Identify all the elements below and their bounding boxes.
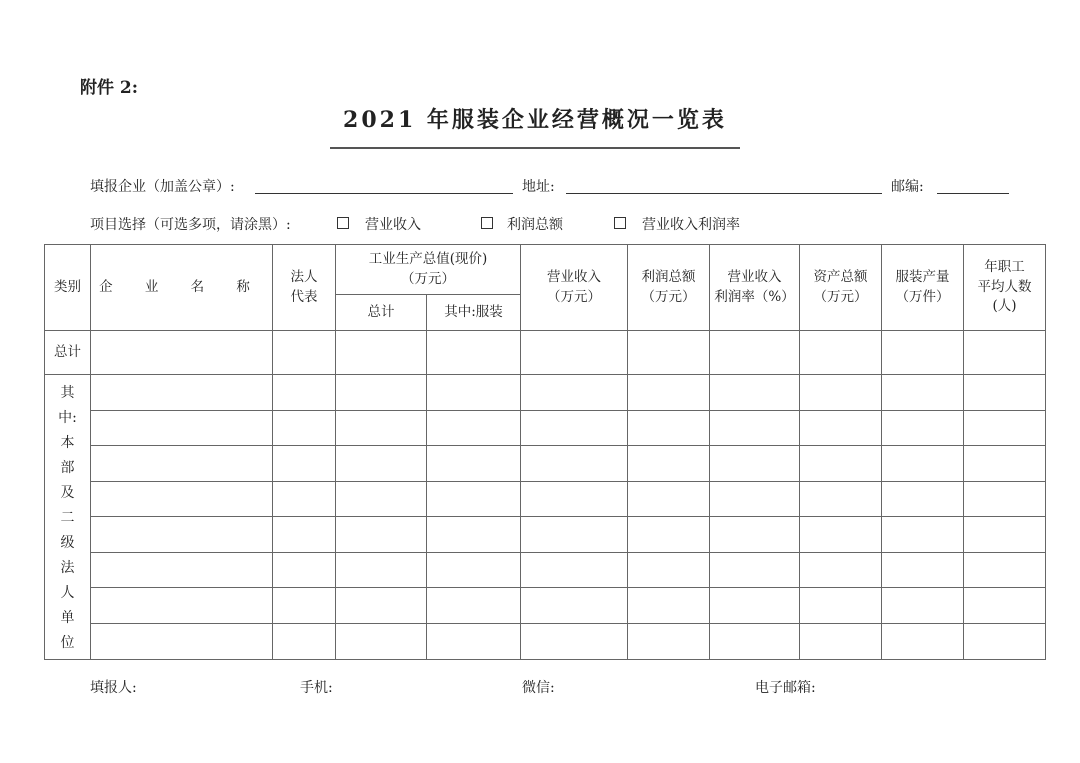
table-cell[interactable]: [336, 375, 427, 411]
header-margin: 营业收入 利润率（%）: [710, 245, 800, 331]
table-cell[interactable]: [964, 624, 1046, 660]
address-label: 地址:: [522, 179, 555, 195]
table-cell[interactable]: [964, 375, 1046, 411]
table-cell[interactable]: [521, 446, 628, 482]
table-cell[interactable]: [800, 411, 882, 446]
table-cell[interactable]: [800, 624, 882, 660]
table-row: [45, 517, 1046, 553]
table-cell[interactable]: [91, 624, 273, 660]
table-cell[interactable]: [800, 446, 882, 482]
table-cell[interactable]: [521, 517, 628, 553]
table-cell[interactable]: [91, 446, 273, 482]
table-cell[interactable]: [628, 331, 710, 375]
table-cell[interactable]: [710, 553, 800, 588]
table-cell[interactable]: [800, 553, 882, 588]
table-cell[interactable]: [710, 517, 800, 553]
table-cell[interactable]: [273, 375, 336, 411]
header-revenue: 营业收入 （万元）: [521, 245, 628, 331]
company-label: 填报企业（加盖公章）:: [90, 179, 235, 195]
table-cell[interactable]: [800, 331, 882, 375]
table-row: [45, 553, 1046, 588]
table-cell[interactable]: [91, 588, 273, 624]
attachment-label: 附件 2:: [80, 78, 139, 98]
company-field[interactable]: [255, 193, 513, 194]
table-cell[interactable]: [91, 375, 273, 411]
table-cell[interactable]: [882, 482, 964, 517]
table-cell[interactable]: [710, 331, 800, 375]
table-cell[interactable]: [964, 482, 1046, 517]
table-cell[interactable]: [800, 375, 882, 411]
table-cell[interactable]: [273, 331, 336, 375]
table-cell[interactable]: [91, 331, 273, 375]
table-cell[interactable]: [427, 553, 521, 588]
table-cell[interactable]: [800, 588, 882, 624]
table-cell[interactable]: [521, 331, 628, 375]
table-cell[interactable]: [427, 375, 521, 411]
header-category: 类别: [45, 245, 91, 331]
header-profit: 利润总额 （万元）: [628, 245, 710, 331]
table-cell[interactable]: [964, 553, 1046, 588]
postcode-label: 邮编:: [891, 179, 924, 195]
table-cell[interactable]: [628, 553, 710, 588]
table-cell[interactable]: [91, 553, 273, 588]
email-label: 电子邮箱:: [755, 680, 816, 696]
table-cell[interactable]: [964, 411, 1046, 446]
total-row-label: 总计: [45, 331, 91, 375]
checkbox-revenue[interactable]: [337, 217, 349, 229]
option-margin-label: 营业收入利润率: [642, 217, 740, 233]
table-row: [45, 411, 1046, 446]
table-cell[interactable]: [710, 588, 800, 624]
table-cell[interactable]: [273, 588, 336, 624]
table-row: [45, 375, 1046, 411]
checkbox-margin[interactable]: [614, 217, 626, 229]
table-cell[interactable]: [882, 331, 964, 375]
title-underline: [330, 147, 740, 149]
table-cell[interactable]: [427, 517, 521, 553]
table-row: [45, 446, 1046, 482]
table-cell[interactable]: [427, 446, 521, 482]
table-cell[interactable]: [521, 375, 628, 411]
option-profit-label: 利润总额: [507, 217, 563, 233]
table-cell[interactable]: [710, 624, 800, 660]
table-cell[interactable]: [273, 411, 336, 446]
table-cell[interactable]: [427, 588, 521, 624]
table-cell[interactable]: [882, 517, 964, 553]
table-cell[interactable]: [336, 588, 427, 624]
table-row-total: [45, 331, 1046, 375]
table-cell[interactable]: [273, 446, 336, 482]
table-cell[interactable]: [336, 411, 427, 446]
table-cell[interactable]: [273, 553, 336, 588]
header-employees: 年职工 平均人数 (人): [964, 245, 1046, 331]
table-cell[interactable]: [710, 446, 800, 482]
table-cell[interactable]: [336, 517, 427, 553]
table-cell[interactable]: [710, 411, 800, 446]
filler-label: 填报人:: [90, 680, 137, 696]
table-cell[interactable]: [91, 517, 273, 553]
header-assets: 资产总额 （万元）: [800, 245, 882, 331]
overview-table: [44, 244, 1046, 660]
subunit-label: 其 中: 本 部 及 二 级 法 人 单 位: [45, 375, 91, 660]
table-cell[interactable]: [273, 624, 336, 660]
table-cell[interactable]: [882, 375, 964, 411]
table-cell[interactable]: [882, 588, 964, 624]
address-field[interactable]: [566, 193, 882, 194]
table-cell[interactable]: [800, 517, 882, 553]
table-cell[interactable]: [427, 411, 521, 446]
wechat-label: 微信:: [522, 680, 555, 696]
option-revenue-label: 营业收入: [365, 217, 421, 233]
table-cell[interactable]: [882, 411, 964, 446]
table-cell[interactable]: [628, 411, 710, 446]
table-cell[interactable]: [964, 588, 1046, 624]
table-cell[interactable]: [521, 553, 628, 588]
header-apparel-output: 服装产量 （万件）: [882, 245, 964, 331]
checkbox-profit[interactable]: [481, 217, 493, 229]
table-cell[interactable]: [882, 446, 964, 482]
table-cell[interactable]: [521, 588, 628, 624]
table-cell[interactable]: [710, 482, 800, 517]
table-row: [45, 624, 1046, 660]
table-cell[interactable]: [628, 375, 710, 411]
table-cell[interactable]: [964, 446, 1046, 482]
table-cell[interactable]: [336, 553, 427, 588]
table-cell[interactable]: [273, 517, 336, 553]
table-cell[interactable]: [628, 446, 710, 482]
table-cell[interactable]: [628, 482, 710, 517]
table-cell[interactable]: [427, 331, 521, 375]
table-cell[interactable]: [882, 553, 964, 588]
table-cell[interactable]: [800, 482, 882, 517]
table-cell[interactable]: [964, 331, 1046, 375]
table-cell[interactable]: [521, 411, 628, 446]
table-cell[interactable]: [710, 375, 800, 411]
table-row: [45, 482, 1046, 517]
table-cell[interactable]: [521, 482, 628, 517]
header-industrial-output: 工业生产总值(现价) （万元）: [336, 245, 521, 295]
table-cell[interactable]: [882, 624, 964, 660]
header-output-apparel: 其中:服装: [427, 295, 521, 331]
header-legal-rep: 法人 代表: [273, 245, 336, 331]
table-cell[interactable]: [91, 411, 273, 446]
table-cell[interactable]: [336, 624, 427, 660]
table-row: [45, 588, 1046, 624]
header-output-total: 总计: [336, 295, 427, 331]
postcode-field[interactable]: [937, 193, 1009, 194]
table-cell[interactable]: [91, 482, 273, 517]
table-cell[interactable]: [628, 624, 710, 660]
header-company-name: 企 业 名 称: [91, 245, 273, 331]
table-cell[interactable]: [964, 517, 1046, 553]
table-cell[interactable]: [427, 482, 521, 517]
page-title: 2021 年服装企业经营概况一览表: [343, 107, 727, 133]
table-cell[interactable]: [336, 446, 427, 482]
table-cell[interactable]: [521, 624, 628, 660]
table-cell[interactable]: [336, 482, 427, 517]
table-cell[interactable]: [336, 331, 427, 375]
table-cell[interactable]: [628, 588, 710, 624]
table-cell[interactable]: [273, 482, 336, 517]
items-label: 项目选择（可选多项，请涂黑）:: [90, 217, 291, 233]
table-cell[interactable]: [427, 624, 521, 660]
table-cell[interactable]: [628, 517, 710, 553]
phone-label: 手机:: [300, 680, 333, 696]
